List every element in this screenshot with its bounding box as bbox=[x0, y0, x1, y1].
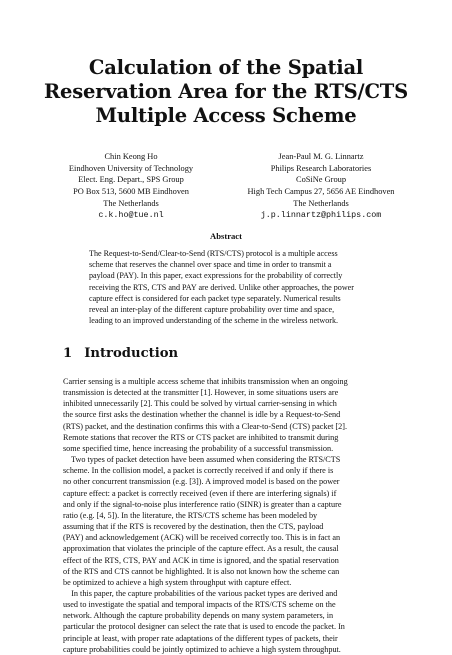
body-line: inhibited unnecessarily [2]. This could be solved by virtual carrier-sensing in which bbox=[63, 399, 337, 409]
body-line: the source first asks the destination whether the channel is idle by a Request-to-Send bbox=[63, 410, 341, 420]
title-line: Calculation of the Spatial bbox=[88, 56, 364, 79]
abstract-line: receiving the RTS, CTS and PAY are derived. Unlike other approaches, the power bbox=[89, 282, 354, 292]
abstract-line: payload (PAY). In this paper, exact expressions for the probability of correctly bbox=[89, 271, 343, 281]
body-line: used to investigate the spatial and temporal impacts of the RTS/CTS scheme on the bbox=[63, 600, 336, 610]
abstract-text bbox=[89, 248, 363, 326]
body-line: Two types of packet detection have been assumed when considering the RTS/CTS bbox=[63, 455, 341, 465]
body-line: scheme. In the collision model, a packet is correctly received if and only if there is bbox=[63, 466, 334, 476]
body-line: no other concurrent transmission (e.g. [3]). A improved model is based on the power bbox=[63, 477, 340, 487]
body-line: some specified time, hence increasing the probability of a successful transmission. bbox=[63, 443, 334, 453]
author-department: CoSiNe Group bbox=[295, 175, 347, 185]
author-affiliation: Philips Research Laboratories bbox=[270, 163, 372, 173]
body-line: ratio (e.g. [4, 5]). In the literature, the RTS/CTS scheme has been modeled by bbox=[63, 510, 318, 520]
body-line: and only if the signal-to-noise plus interference ratio (SINR) is greater than a capture bbox=[63, 499, 342, 509]
author-2 bbox=[218, 151, 424, 221]
author-name: Jean-Paul M. G. Linnartz bbox=[278, 152, 364, 161]
author-country: The Netherlands bbox=[103, 198, 159, 208]
author-1 bbox=[50, 151, 212, 221]
body-line: (RTS) packet, and the destination confirms this with a Clear-to-Send (CTS) packet [2]. bbox=[63, 421, 348, 431]
abstract-heading: Abstract bbox=[210, 231, 242, 241]
title-line: Reservation Area for the RTS/CTS bbox=[44, 80, 408, 103]
section-number: 1 bbox=[63, 346, 73, 361]
author-name: Chin Keong Ho bbox=[104, 152, 158, 161]
body-line: of the RTS and CTS cannot be highlighted. It is also not known how the scheme can bbox=[63, 566, 340, 576]
author-email[interactable]: j.p.linnartz@philips.com bbox=[260, 209, 382, 220]
abstract-line: capture effect is considered for each packet type separately. Numerical results bbox=[89, 293, 341, 303]
author-affiliation: Eindhoven University of Technology bbox=[68, 163, 194, 173]
body-line: capture effect: a packet is correctly received (even if there are interfering signals) if bbox=[63, 488, 337, 498]
author-country: The Netherlands bbox=[293, 198, 349, 208]
body-line: approximation that violates the principle of the capture effect. As a result, the causal bbox=[63, 544, 339, 554]
abstract-line: reveal an inter-play of the different capture probability over time and space, bbox=[89, 305, 335, 315]
paper-title bbox=[30, 56, 422, 128]
body-line: network. Although the capture probability depends on many system parameters, in bbox=[63, 611, 334, 621]
abstract-line: scheme that reserves the channel over space and time in order to transmit a bbox=[89, 260, 332, 270]
section-title: Introduction bbox=[84, 346, 179, 361]
abstract-line: leading to an improved understanding of the scheme in the wireless network. bbox=[89, 316, 339, 326]
abstract-line: The Request-to-Send/Clear-to-Send (RTS/CTS) protocol is a multiple access bbox=[89, 249, 338, 258]
body-line: be optimized to achieve a high system throughput with capture effect. bbox=[63, 577, 292, 587]
body-text bbox=[63, 376, 390, 655]
author-department: Elect. Eng. Depart., SPS Group bbox=[78, 175, 184, 185]
author-address: High Tech Campus 27, 5656 AE Eindhoven bbox=[247, 187, 395, 197]
body-line: assuming that if the RTS is recovered by the destination, then the CTS, payload bbox=[63, 522, 324, 532]
section-heading bbox=[63, 346, 190, 361]
body-line: capture probabilities could be jointly optimized to achieve a high system throughput. bbox=[63, 644, 341, 654]
author-address: PO Box 513, 5600 MB Eindhoven bbox=[73, 187, 189, 197]
title-line: Multiple Access Scheme bbox=[95, 104, 357, 127]
body-line: Remote stations that recover the RTS or CTS packet are inhibited to transmit during bbox=[63, 432, 339, 442]
body-line: Carrier sensing is a multiple access scheme that inhibits transmission when an ongoing bbox=[63, 377, 348, 386]
body-line: particular the protocol designer can select the rate that is used to encode the packet. In bbox=[63, 622, 345, 632]
author-email[interactable]: c.k.ho@tue.nl bbox=[98, 209, 164, 220]
body-line: transmission is detected at the transmitter [1]. However, in some situations users are bbox=[63, 388, 339, 398]
body-line: In this paper, the capture probabilities of the various packet types are derived and bbox=[63, 588, 338, 598]
body-line: (PAY) and acknowledgement (ACK) will be received correctly too. This is in fact an bbox=[63, 533, 341, 543]
body-line: principle at least, with proper rate adaptations of the different types of packets, their bbox=[63, 633, 338, 643]
body-line: effect of the RTS, CTS, PAY and ACK in time is ignored, and the spatial reservation bbox=[63, 555, 339, 565]
